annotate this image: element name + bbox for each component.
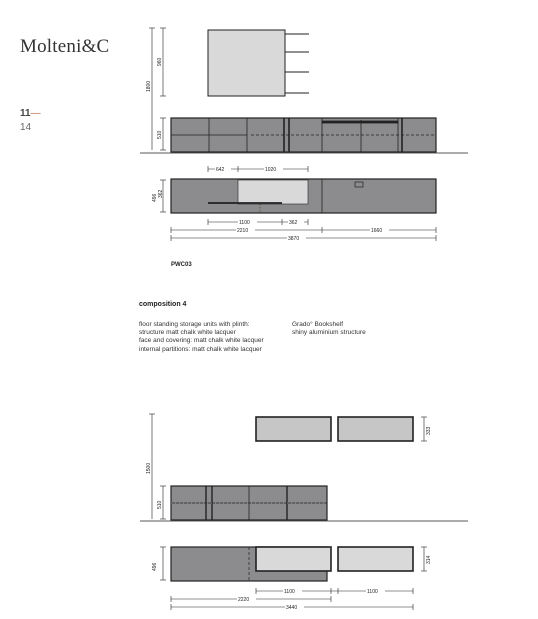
dim-plan-depth-b: 362: [158, 189, 164, 198]
dim-shelf-width-2: 1100: [367, 589, 378, 595]
dim-width-a-2: 2220: [238, 597, 250, 603]
dim-width-b: 362: [289, 220, 298, 226]
bottom-plan: [152, 547, 432, 611]
page-current: 11: [20, 108, 31, 119]
dim-base-height-2: 510: [157, 500, 163, 509]
dim-total-width: 3870: [288, 236, 300, 242]
product-code: PWC03: [171, 262, 192, 268]
desc-line: Grado° Bookshelf: [292, 321, 344, 328]
dim-total-height: 1800: [146, 80, 152, 92]
dim-shelf-width: 1020: [265, 167, 277, 173]
dim-width-a: 1100: [239, 220, 250, 226]
page-dash: —: [30, 108, 41, 119]
desc-line: internal partitions: matt chalk white lacquer: [139, 345, 262, 353]
dim-plan-depth-a: 496: [152, 193, 158, 202]
dim-plan-depth-b-2: 314: [426, 555, 432, 564]
top-elevation: [140, 28, 468, 153]
dim-shelf-height: 333: [426, 426, 432, 435]
top-plan: [152, 166, 436, 242]
dim-panel-height: 960: [157, 57, 163, 66]
dim-width-c: 2210: [237, 228, 249, 234]
plan-shelf-1: [256, 547, 331, 571]
desc-line: structure matt chalk white lacquer: [139, 329, 236, 337]
dim-width-d: 1660: [371, 228, 383, 234]
desc-line: face and covering: matt chalk white lacquer: [139, 337, 264, 345]
page-total: 14: [20, 122, 32, 133]
plan-panel: [238, 180, 308, 204]
desc-line: shiny aluminium structure: [292, 329, 366, 337]
composition-title: composition 4: [139, 301, 187, 308]
dim-total-width-2: 3440: [286, 605, 298, 611]
dim-shelf-width-1: 1100: [284, 589, 295, 595]
shelf-2: [338, 417, 413, 441]
shelf-1: [256, 417, 331, 441]
dim-total-height-2: 1500: [146, 462, 152, 474]
plan-shelf-2: [338, 547, 413, 571]
hook-rails: [285, 34, 309, 93]
dim-base-height: 510: [157, 130, 163, 139]
wall-panel: [208, 30, 285, 96]
brand-logo: Molteni&C: [20, 36, 110, 57]
dim-plan-depth-a-2: 496: [152, 562, 158, 571]
desc-line: floor standing storage units with plinth:: [139, 321, 250, 328]
bottom-elevation: [140, 414, 468, 521]
dim-offset: 642: [216, 167, 225, 173]
